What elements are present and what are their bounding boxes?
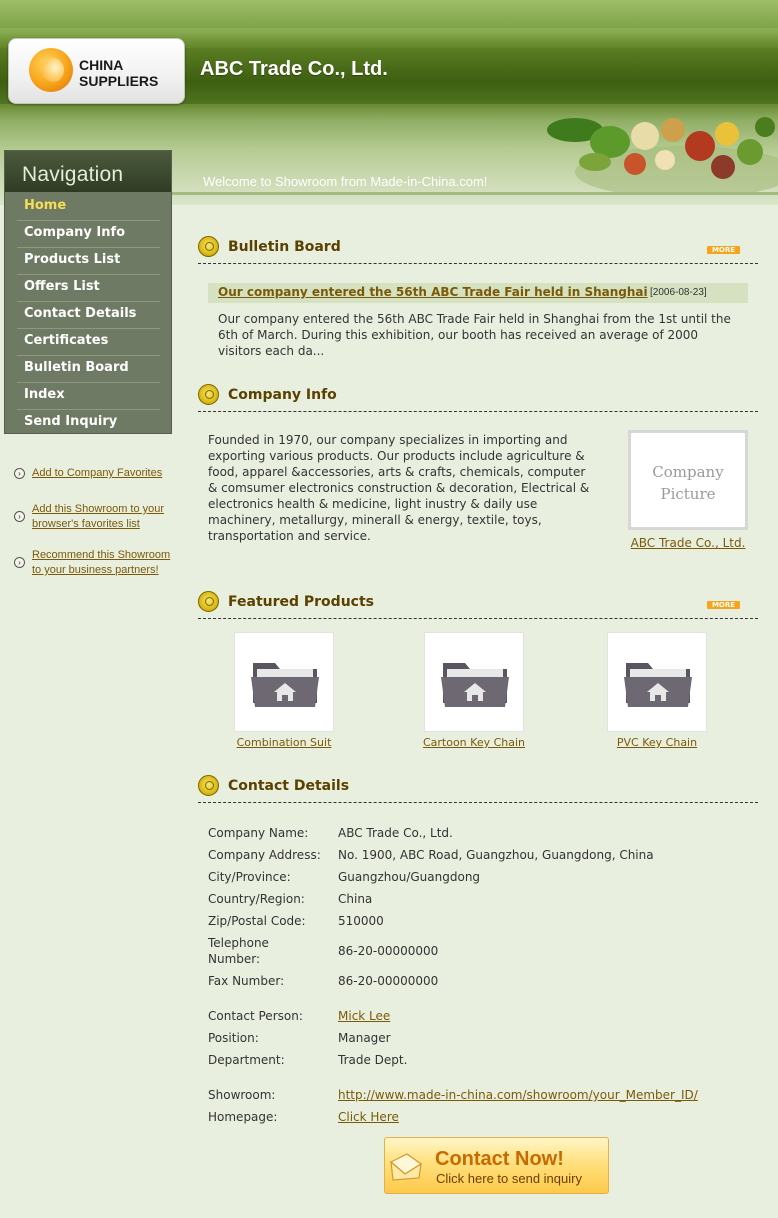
contact-label: Zip/Postal Code: [208,914,306,928]
contact-details-header [198,772,758,803]
contact-value: 86-20-00000000 [338,944,439,958]
contact-label: Position: [208,1031,259,1045]
navigation-title: Navigation [5,151,171,192]
company-picture-caption-link[interactable]: ABC Trade Co., Ltd. [630,536,746,550]
contact-now-button[interactable] [384,1137,609,1194]
nav-item-certificates[interactable]: Certificates [17,329,160,356]
bulletin-more-button[interactable]: MORE [707,246,740,254]
header-top-strip [0,0,778,28]
news-headline-link[interactable]: Our company entered the 56th ABC Trade Fair held in Shanghai [218,285,648,299]
contact-value: Trade Dept. [338,1053,408,1067]
navigation-panel [4,150,172,434]
featured-more-button[interactable]: MORE [707,601,740,609]
add-to-favorites-link[interactable]: › Add to Company Favorites [14,466,162,481]
contact-label: Fax Number: [208,974,285,988]
product-name-link[interactable]: Cartoon Key Chain [422,736,526,749]
header-divider [172,192,778,195]
section-bullet-icon [198,775,219,796]
contact-value: ABC Trade Co., Ltd. [338,826,453,840]
company-description: Founded in 1970, our company specializes in importing and exporting various products. Our products include agriculture & food, apparel &accessories, arts & crafts, chemicals, computer & comsumer electronics construction & decoration, Electrical & electronics health & medicine, light inustry & daily use machinery, metallurgy, minerall & energy, textile, toys, transportation and service. [208,433,590,543]
company-title: ABC Trade Co., Ltd. [200,58,388,80]
product-card [577,632,737,749]
contact-label: Country/Region: [208,892,305,906]
company-picture-placeholder[interactable]: Company Picture [628,430,748,530]
contact-value: Guangzhou/Guangdong [338,870,481,884]
contact-details-title: Contact Details [228,778,350,794]
bulletin-board-header [198,233,758,264]
dragon-logo-icon [29,48,73,92]
news-headline-bar [208,283,748,303]
product-image[interactable] [424,632,524,732]
contact-value: China [338,892,373,906]
company-info-header [198,381,758,412]
nav-item-products-list[interactable]: Products List [17,248,160,275]
contact-label: Contact Person: [208,1009,303,1023]
vegetables-banner-image [535,112,778,192]
news-summary: Our company entered the 56th ABC Trade Fair held in Shanghai from the 1st until the 6th of March. During this exhibition, our booth has received an average of 2000 visitors each da... [218,312,731,358]
arrow-right-icon: › [14,468,25,479]
featured-products-title: Featured Products [228,594,374,610]
contact-label: City/Province: [208,870,291,884]
product-name-link[interactable]: PVC Key Chain [616,736,698,749]
envelope-icon [389,1152,423,1182]
contact-value: 86-20-00000000 [338,974,439,988]
nav-item-company-info[interactable]: Company Info [17,221,160,248]
section-bullet-icon [198,384,219,405]
product-name-link[interactable]: Combination Suit [236,736,332,749]
company-info-title: Company Info [228,387,337,403]
contact-label: Homepage: [208,1110,278,1124]
contact-label: Showroom: [208,1088,276,1102]
folder-home-icon [622,655,694,709]
contact-label: Company Name: [208,826,309,840]
featured-products-header [198,588,758,619]
contact-value: 510000 [338,914,384,928]
nav-item-bulletin-board[interactable]: Bulletin Board [17,356,160,383]
china-suppliers-logo[interactable] [8,38,185,104]
contact-now-label: Contact Now! [435,1148,564,1170]
product-image[interactable] [607,632,707,732]
product-card [204,632,364,749]
showroom-url-link[interactable]: http://www.made-in-china.com/showroom/your_Member_ID/ [338,1088,698,1102]
logo-text-china: CHINA [79,57,124,73]
nav-item-index[interactable]: Index [17,383,160,410]
navigation-menu [5,192,171,437]
contact-person-link[interactable]: Mick Lee [338,1009,391,1023]
homepage-link[interactable]: Click Here [338,1110,399,1124]
nav-item-send-inquiry[interactable]: Send Inquiry [24,414,118,429]
contact-value: No. 1900, ABC Road, Guangzhou, Guangdong, China [338,848,654,862]
product-image[interactable] [234,632,334,732]
section-bullet-icon [198,591,219,612]
folder-home-icon [439,655,511,709]
nav-item-contact-details[interactable]: Contact Details [17,302,160,329]
news-date: [2006-08-23] [650,287,707,298]
bulletin-board-title: Bulletin Board [228,239,341,255]
folder-home-icon [249,655,321,709]
welcome-message: Welcome to Showroom from Made-in-China.com! [203,174,488,189]
recommend-showroom-link[interactable]: › Recommend this Showroom to your business partners! [14,548,170,578]
section-bullet-icon [198,236,219,257]
logo-text-suppliers: SUPPLIERS [79,73,159,89]
product-card [394,632,554,749]
contact-label: Department: [208,1053,285,1067]
contact-label: Telephone Number: [208,936,269,966]
contact-label: Company Address: [208,848,321,862]
nav-item-offers-list[interactable]: Offers List [17,275,160,302]
arrow-right-icon: › [14,557,25,568]
add-showroom-bookmark-link[interactable]: › Add this Showroom to your browser's favorites list [14,502,164,532]
contact-now-sublabel: Click here to send inquiry [436,1171,582,1186]
nav-item-home[interactable]: Home [17,194,160,221]
arrow-right-icon: › [14,511,25,522]
contact-value: Manager [338,1031,391,1045]
